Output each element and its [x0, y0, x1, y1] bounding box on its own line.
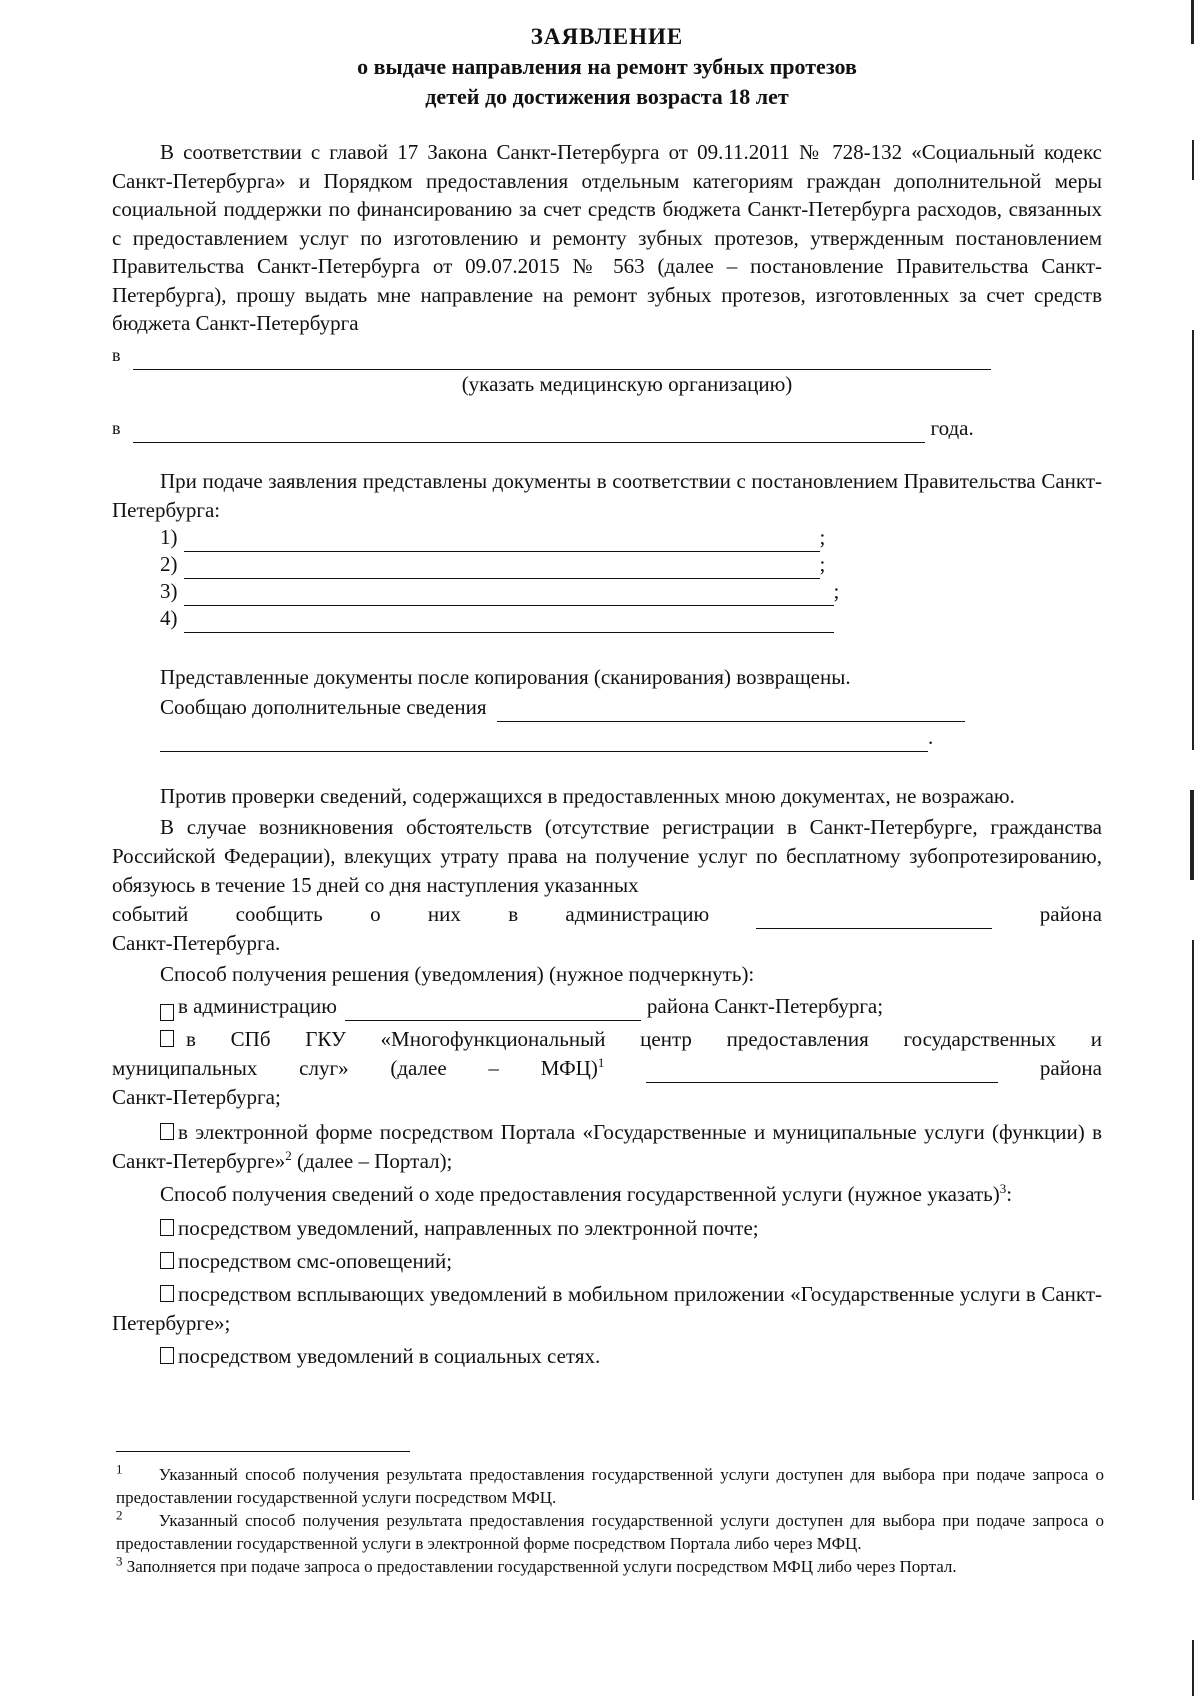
footnote-ref-3: 3 — [999, 1180, 1007, 1196]
decision-option-portal — [112, 1118, 1102, 1176]
document-item-field[interactable] — [184, 583, 834, 606]
documents-list — [112, 525, 1102, 633]
decision-portal-label: в электронной форме посредством Портала «Государственные и муниципальные услуги (функции) в Санкт-Петербурге» — [112, 1119, 1102, 1173]
obligation-word: них — [427, 901, 461, 926]
mfc-district-field[interactable] — [646, 1064, 998, 1083]
decision-option-mfc — [112, 1025, 1102, 1054]
mfc-city: Санкт-Петербурга; — [112, 1084, 281, 1109]
footnote-mark: 1 — [116, 1461, 123, 1477]
info-method-heading-text: Способ получения сведений о ходе предоставления государственной услуги (нужное указать) — [160, 1181, 1000, 1206]
decision-admin-suffix: района Санкт-Петербурга; — [646, 993, 884, 1018]
document-item-field[interactable] — [184, 610, 834, 633]
additional-info-field[interactable] — [497, 699, 965, 722]
year-suffix: года. — [930, 415, 974, 440]
additional-info-field-2[interactable] — [160, 729, 928, 752]
footnote — [116, 1509, 1104, 1555]
document-title — [112, 22, 1102, 112]
info-option-email — [112, 1214, 1102, 1243]
scan-edge-mark — [1192, 1640, 1194, 1696]
footnote-ref-1: 1 — [597, 1054, 605, 1070]
med-org-caption: (указать медицинскую организацию) — [461, 371, 793, 396]
document-item-end: ; — [819, 524, 826, 549]
additional-info-row-2 — [160, 722, 1102, 752]
checkbox-social[interactable] — [160, 1347, 174, 1364]
document-item — [160, 552, 1102, 579]
decision-portal-tail: (далее – Портал); — [291, 1148, 453, 1173]
info-option-label: посредством смс-оповещений; — [178, 1248, 453, 1273]
checkbox-mfc[interactable] — [160, 1030, 174, 1047]
obligation-word: администрацию — [565, 901, 710, 926]
scan-edge-mark — [1190, 790, 1194, 880]
info-option-social — [112, 1342, 1102, 1371]
document-item — [160, 606, 1102, 633]
info-option-label: посредством уведомлений в социальных сетях. — [178, 1343, 601, 1368]
document-item — [160, 579, 1102, 606]
decision-method-heading: Способ получения решения (уведомления) (нужное подчеркнуть): — [160, 961, 755, 986]
decision-mfc-line — [112, 1054, 1102, 1083]
obligation-word: о — [370, 901, 381, 926]
checkbox-portal[interactable] — [160, 1123, 174, 1140]
scan-edge-mark — [1192, 330, 1194, 750]
obligation-word: событий — [112, 901, 189, 926]
footnote-mark: 2 — [116, 1507, 123, 1523]
document-item-field[interactable] — [184, 556, 820, 579]
decision-option-admin — [112, 991, 1102, 1021]
year-field[interactable] — [133, 420, 925, 443]
additional-info-row — [160, 692, 1102, 722]
obligation-city: Санкт-Петербурга. — [112, 930, 281, 955]
document-item — [160, 525, 1102, 552]
footnote-mark: 3 — [116, 1553, 123, 1569]
additional-info-end: . — [928, 724, 934, 749]
checkbox-push[interactable] — [160, 1285, 174, 1302]
documents-intro: При подаче заявления представлены документы в соответствии с постановлением Правительства Санкт-Петербурга: — [112, 468, 1102, 522]
document-item-number: 2) — [160, 551, 178, 576]
document-item-end: ; — [833, 578, 840, 603]
checkbox-admin[interactable] — [160, 1004, 174, 1021]
returned-block — [112, 663, 1102, 752]
obligation-word: в — [508, 901, 519, 926]
info-method-heading — [112, 1180, 1102, 1209]
scan-edge-mark — [1192, 140, 1194, 180]
obligation-district: района — [1039, 901, 1102, 926]
checkbox-email[interactable] — [160, 1219, 174, 1236]
year-row — [112, 413, 1102, 443]
document-item-number: 3) — [160, 578, 178, 603]
mfc-word: слуг» — [299, 1055, 349, 1080]
med-org-prefix: в — [112, 344, 121, 365]
med-org-row — [112, 340, 1102, 370]
info-option-label: посредством всплывающих уведомлений в мобильном приложении «Государственные услуги в Санкт-Петербурге»; — [112, 1281, 1102, 1335]
footnote-separator — [116, 1451, 410, 1452]
administration-field[interactable] — [756, 910, 992, 929]
year-prefix: в — [112, 417, 121, 438]
document-item-number: 4) — [160, 605, 178, 630]
obligation-line — [112, 900, 1102, 929]
document-item-end: ; — [819, 551, 826, 576]
admin-district-field[interactable] — [345, 998, 641, 1021]
intro-paragraph: В соответствии с главой 17 Закона Санкт-Петербурга от 09.11.2011 № 728-132 «Социальный кодекс Санкт-Петербурга» и Порядком предоставления отдельным категориям граждан дополнительной меры социальной поддержки по финансированию за счет средств бюджета Санкт-Петербурга расходов, связанных с предоставлением услуг по изготовлению и ремонту зубных протезов, утвержденным постановлением Правительства Санкт-Петербурга от 09.07.2015 № 563 (далее – постановление Правительства Санкт-Петербурга), прошу выдать мне направление на ремонт зубных протезов, изготовленных за счет средств бюджета Санкт-Петербурга — [112, 140, 1102, 335]
footnotes — [116, 1463, 1104, 1578]
application-form — [112, 22, 1102, 1371]
checkbox-sms[interactable] — [160, 1252, 174, 1269]
info-option-push — [112, 1280, 1102, 1338]
footnote-text: Заполняется при подаче запроса о предоставлении государственной услуги посредством МФЦ либо через Портал. — [126, 1557, 957, 1576]
footnote — [116, 1555, 1104, 1578]
footnote-text: Указанный способ получения результата предоставления государственной услуги доступен для выбора при подаче запроса о предоставлении государственной услуги в электронной форме посредством Портала либо через МФЦ. — [116, 1511, 1105, 1553]
decision-admin-label: в администрацию — [178, 993, 337, 1018]
scan-edge-mark — [1191, 0, 1194, 44]
mfc-district: района — [1039, 1055, 1102, 1080]
footnote-text: Указанный способ получения результата предоставления государственной услуги доступен для выбора при подаче запроса о предоставлении государственной услуги посредством МФЦ. — [116, 1465, 1105, 1507]
title-subtitle-1: о выдаче направления на ремонт зубных протезов — [357, 54, 857, 79]
info-option-sms — [112, 1247, 1102, 1276]
footnote-ref-2: 2 — [285, 1147, 292, 1163]
info-method-heading-tail: : — [1006, 1181, 1013, 1206]
mfc-word: МФЦ) — [540, 1055, 598, 1080]
footnote — [116, 1463, 1104, 1509]
mfc-word: – — [488, 1055, 499, 1080]
additional-info-label: Сообщаю дополнительные сведения — [160, 694, 487, 719]
title-main: ЗАЯВЛЕНИЕ — [530, 24, 684, 49]
scan-edge-mark — [1192, 940, 1194, 1500]
decision-mfc-label: в СПб ГКУ «Многофункциональный центр предоставления государственных и — [186, 1026, 1102, 1051]
no-objection-paragraph: Против проверки сведений, содержащихся в предоставленных мною документах, не возражаю. — [160, 783, 1015, 808]
document-item-field[interactable] — [184, 529, 820, 552]
obligation-paragraph: В случае возникновения обстоятельств (отсутствие регистрации в Санкт-Петербурге, гражданства Российской Федерации), влекущих утрату права на получение услуг по бесплатному зубопротезированию, обязуюсь в течение 15 дней со дня наступления указанных — [112, 814, 1102, 897]
mfc-word: муниципальных — [112, 1055, 258, 1080]
med-org-field[interactable] — [133, 347, 991, 370]
title-subtitle-2: детей до достижения возраста 18 лет — [425, 84, 789, 109]
document-item-number: 1) — [160, 524, 178, 549]
obligation-word: сообщить — [235, 901, 323, 926]
mfc-word: (далее — [390, 1055, 447, 1080]
info-option-label: посредством уведомлений, направленных по электронной почте; — [178, 1215, 759, 1240]
returned-statement: Представленные документы после копирования (сканирования) возвращены. — [160, 664, 851, 689]
